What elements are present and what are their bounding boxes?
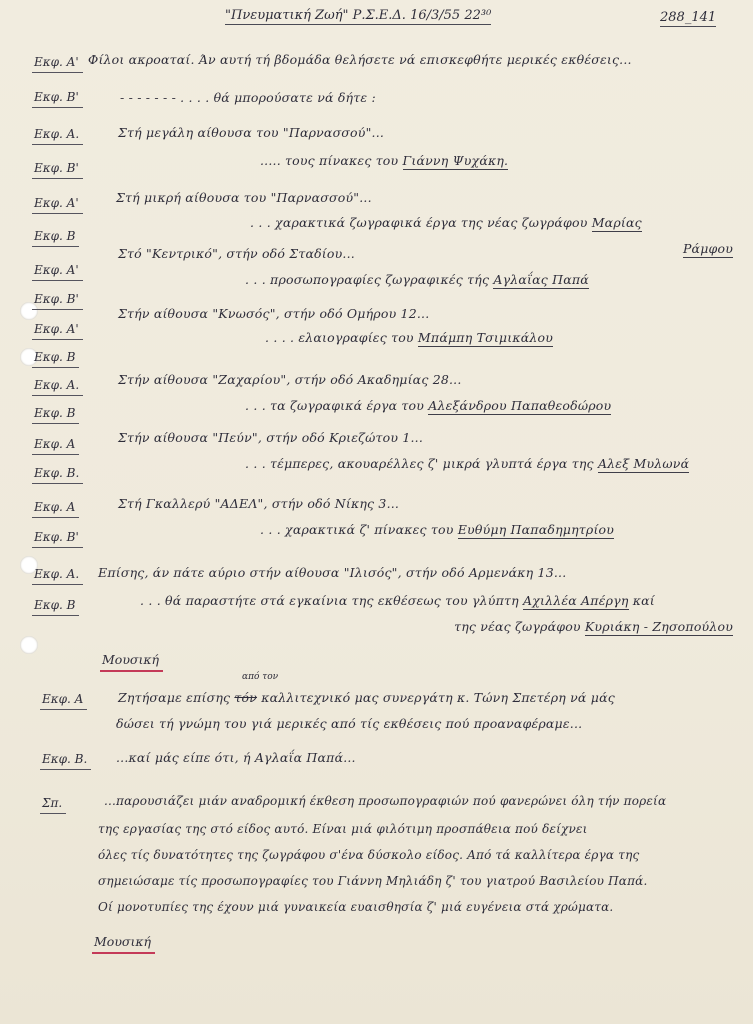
speaker-label: Εκφ. Β: [34, 598, 76, 612]
dialogue-line: [118, 246, 355, 261]
dialogue-text: καί: [628, 593, 655, 608]
speaker-label: Εκφ. Α.: [34, 127, 80, 141]
artist-name: Γιάννη Ψυχάκη.: [402, 153, 509, 168]
dialogue-text: Στήν αίθουσα "Ζαχαρίου", στήν οδό Ακαδημίας 28...: [118, 372, 462, 387]
commentary-line: Οί μονοτυπίες της έχουν μιά γυναικεία ευαισθησία ζ' μιά ευγένεια στά χρώματα.: [98, 900, 614, 914]
dialogue-text: καλλιτεχνικό μας συνεργάτη κ. Τώνη Σπετέρη νά μάς: [257, 690, 615, 705]
speaker-label: Εκφ. Α.: [34, 378, 80, 392]
dialogue-text: της νέας ζωγράφου: [454, 619, 585, 634]
dialogue-line: [118, 306, 429, 321]
dialogue-text: ..... τους πίνακες του: [260, 153, 403, 168]
speaker-label: Εκφ. Α: [34, 437, 76, 451]
dialogue-line: [118, 690, 615, 705]
dialogue-line: [245, 456, 689, 471]
dialogue-line: [265, 330, 553, 345]
commentary-line: όλες τίς δυνατότητες της ζωγράφου σ'ένα δύσκολο είδος. Από τά καλλίτερα έργα της: [98, 848, 640, 862]
dialogue-text: Στήν αίθουσα "Πεύν", στήν οδό Κριεζώτου 1...: [118, 430, 424, 445]
document-id: 288_141: [660, 10, 717, 25]
speaker-label: Εκφ. Β': [34, 161, 79, 175]
dialogue-line: ...καί μάς είπε ότι, ή Αγλαΐα Παπά...: [116, 750, 356, 765]
dialogue-text: Φίλοι ακροαταί. Άν αυτή τή βδομάδα θελήσετε νά επισκεφθήτε μερικές εκθέσεις...: [88, 52, 632, 67]
section-heading: Μουσική: [94, 934, 152, 949]
dialogue-text: Στό "Κεντρικό", στήν οδό Σταδίου...: [118, 246, 355, 261]
dialogue-line: [118, 496, 399, 511]
dialogue-line: [140, 593, 655, 608]
dialogue-line: [245, 272, 589, 287]
artist-name: Ευθύμη Παπαδημητρίου: [457, 522, 615, 537]
dialogue-line: [118, 430, 423, 445]
dialogue-line: [250, 215, 642, 230]
dialogue-text: Στή μικρή αίθουσα του "Παρνασσού"...: [116, 190, 372, 205]
dialogue-text: . . . χαρακτικά ζ' πίνακες του: [260, 522, 458, 537]
dialogue-line: [116, 190, 372, 205]
dialogue-line: [260, 522, 614, 537]
artist-name: Μπάμπη Τσιμικάλου: [417, 330, 554, 345]
dialogue-text: . . . χαρακτικά ζωγραφικά έργα της νέας ζωγράφου: [250, 215, 592, 230]
speaker-label: Εκφ. Β: [34, 406, 76, 420]
speaker-label: Εκφ. Β: [34, 229, 76, 243]
speaker-label: Εκφ. Α: [42, 692, 84, 706]
speaker-label: Εκφ. Α: [34, 500, 76, 514]
artist-name: Αλεξάνδρου Παπαθεοδώρου: [428, 398, 612, 413]
dialogue-text: . . . τέμπερες, ακουαρέλλες ζ' μικρά γλυπτά έργα της: [245, 456, 598, 471]
speaker-label: Εκφ. Α': [34, 196, 79, 210]
punch-hole: [20, 636, 38, 654]
artist-name: Αλεξ Μυλωνά: [597, 456, 690, 471]
artist-name: Αχιλλέα Απέργη: [522, 593, 629, 608]
dialogue-text: Επίσης, άν πάτε αύριο στήν αίθουσα "Ιλισός", στήν οδό Αρμενάκη 13...: [98, 565, 567, 580]
speaker-label: Εκφ. Β': [34, 292, 79, 306]
dialogue-line: [88, 52, 632, 67]
dialogue-line: [118, 372, 462, 387]
dialogue-text: . . . προσωπογραφίες ζωγραφικές τής: [245, 272, 494, 287]
speaker-label: Εκφ. Α': [34, 322, 79, 336]
commentary-line: σημειώσαμε τίς προσωπογραφίες του Γιάννη Μηλιάδη ζ' του γιατρού Βασιλείου Παπά.: [98, 874, 648, 888]
dialogue-line: [260, 153, 508, 168]
dialogue-text: Ζητήσαμε επίσης: [118, 690, 235, 705]
dialogue-text: Στή μεγάλη αίθουσα του "Παρνασσού"...: [118, 125, 385, 140]
artist-name: Αγλαΐας Παπά: [493, 272, 589, 287]
dialogue-line: [118, 125, 384, 140]
speaker-label: Εκφ. Β': [34, 530, 79, 544]
dialogue-text: . . . θά παραστήτε στά εγκαίνια της εκθέσεως του γλύπτη: [140, 593, 523, 608]
artist-name: Κυριάκη - Ζησοπούλου: [584, 619, 733, 634]
dialogue-text: - - - - - - - . . . . θά μπορούσατε νά δήτε :: [120, 90, 376, 105]
speaker-label: Εκφ. Β': [34, 90, 79, 104]
dialogue-text: Στή Γκαλλερύ "ΑΔΕΛ", στήν οδό Νίκης 3...: [118, 496, 400, 511]
dialogue-continuation: [683, 241, 733, 256]
speaker-label: Εκφ. Β: [34, 350, 76, 364]
artist-name: Ράμφου: [682, 241, 733, 256]
struck-text: τόν: [234, 690, 258, 705]
dialogue-text: . . . τα ζωγραφικά έργα του: [245, 398, 429, 413]
dialogue-text: . . . . ελαιογραφίες του: [265, 330, 418, 345]
dialogue-text: Στήν αίθουσα "Κνωσός", στήν οδό Ομήρου 12...: [118, 306, 430, 321]
artist-name: Μαρίας: [591, 215, 642, 230]
dialogue-continuation: [454, 619, 733, 634]
speaker-label: Εκφ. Β.: [34, 466, 80, 480]
speaker-label: Εκφ. Α.: [34, 567, 80, 581]
commentary-line: της εργασίας της στό είδος αυτό. Είναι μιά φιλότιμη προσπάθεια πού δείχνει: [98, 822, 588, 836]
speaker-label: Εκφ. Α': [34, 263, 79, 277]
speaker-label: Εκφ. Α': [34, 55, 79, 69]
dialogue-line: [120, 90, 376, 105]
dialogue-line: [98, 565, 566, 580]
document-header: "Πνευματική Ζωή" Ρ.Σ.Ε.Δ. 16/3/55 22³⁰: [225, 8, 492, 23]
speaker-label: Σπ.: [42, 796, 63, 810]
dialogue-line: [245, 398, 611, 413]
section-heading: Μουσική: [102, 652, 160, 667]
commentary-line: ...παρουσιάζει μιάν αναδρομική έκθεση προσωπογραφιών πού φανερώνει όλη τήν πορεία: [104, 794, 667, 808]
speaker-label: Εκφ. Β.: [42, 752, 88, 766]
insertion-note: από τον: [242, 672, 279, 682]
dialogue-line: δώσει τή γνώμη του γιά μερικές από τίς εκθέσεις πού προαναφέραμε...: [116, 716, 583, 731]
